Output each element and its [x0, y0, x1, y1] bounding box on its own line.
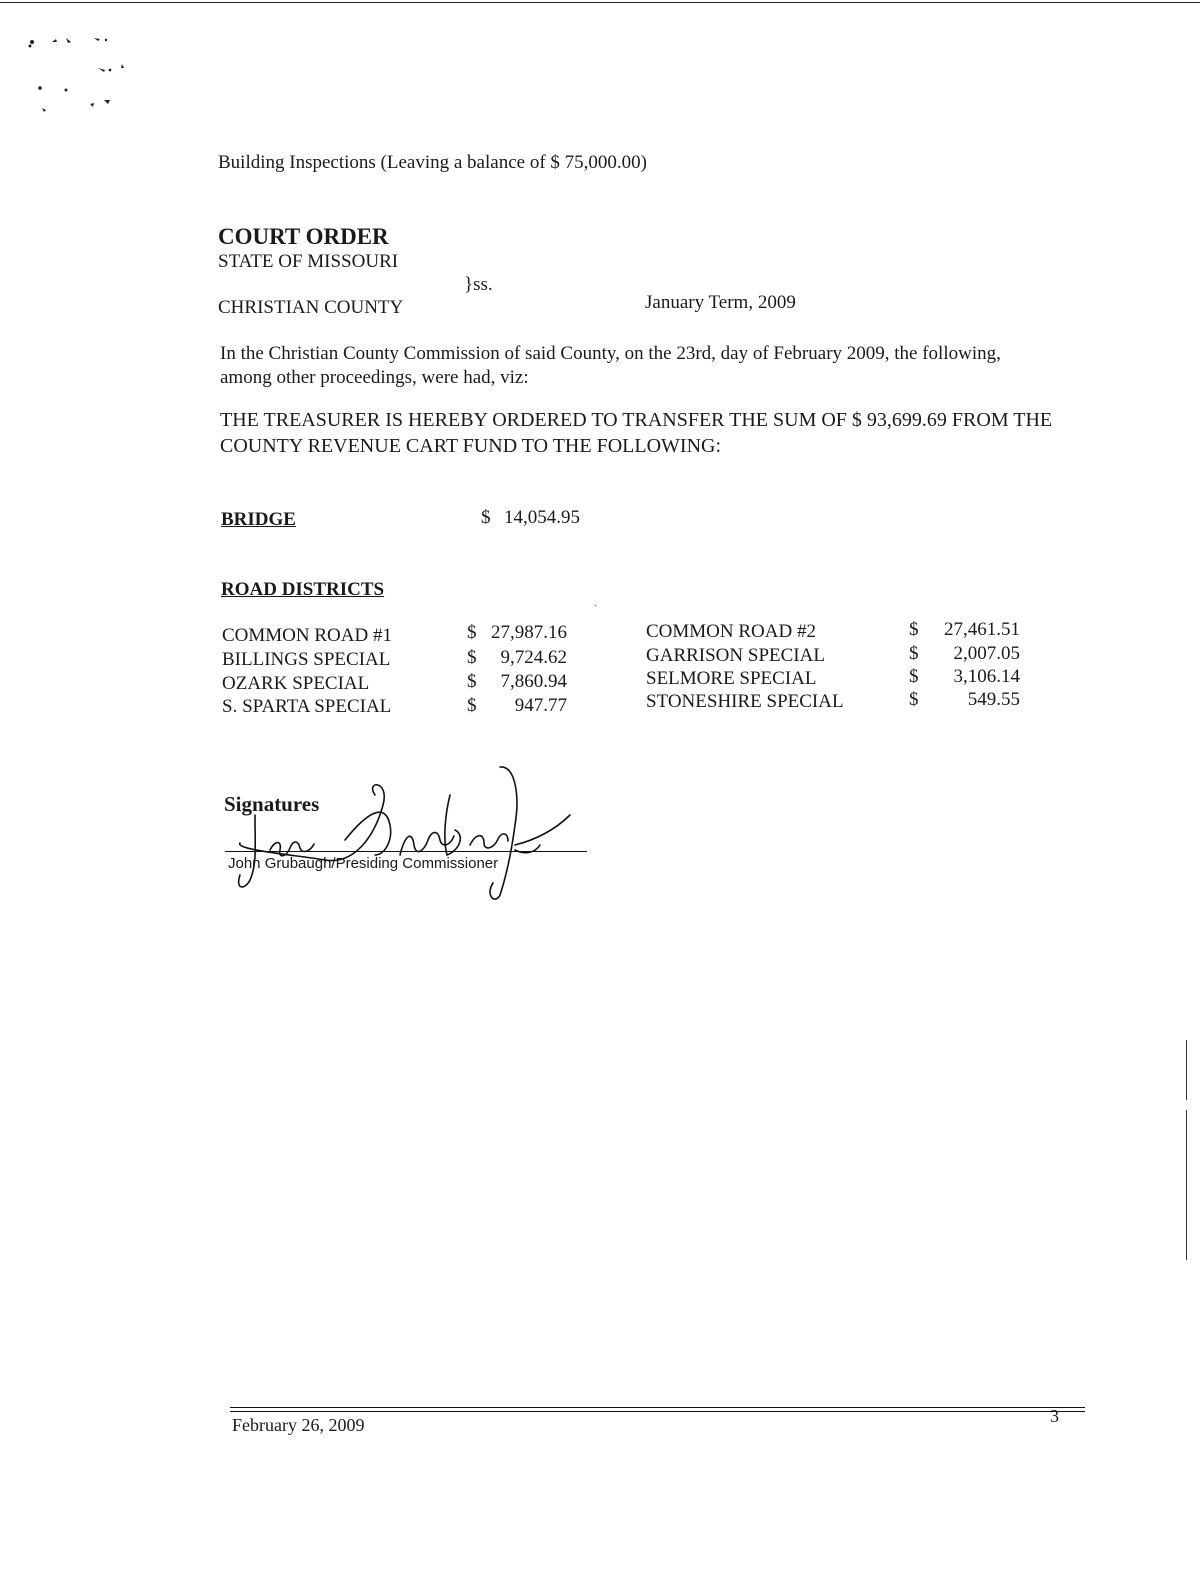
district-name: COMMON ROAD #2 — [646, 621, 816, 642]
court-order-title: COURT ORDER — [218, 224, 389, 249]
signer-caption: John Grubaugh/Presiding Commissioner — [228, 855, 499, 872]
state-line: STATE OF MISSOURI — [218, 251, 399, 272]
district-dollar-sign: $ — [467, 622, 477, 643]
transfer-text-line-1: THE TREASURER IS HEREBY ORDERED TO TRANSFER THE SUM OF $ 93,699.69 FROM THE — [220, 409, 1053, 431]
footer-date: February 26, 2009 — [232, 1415, 365, 1435]
intro-text-line-2: among other proceedings, were had, viz: — [220, 367, 529, 388]
term-line: January Term, 2009 — [645, 292, 796, 313]
district-amount: 7,860.94 — [500, 671, 567, 692]
district-amount: 549.55 — [967, 689, 1020, 710]
footer-rule — [230, 1411, 1085, 1412]
ss-bracket: }ss. — [464, 274, 493, 295]
district-amount: 3,106.14 — [953, 666, 1020, 687]
scan-specks — [22, 30, 142, 120]
handwritten-signature — [215, 755, 595, 900]
district-dollar-sign: $ — [909, 643, 919, 664]
district-amount: 27,987.16 — [491, 622, 567, 643]
footer-rule — [230, 1407, 1085, 1408]
district-name: BILLINGS SPECIAL — [222, 649, 391, 670]
district-dollar-sign: $ — [909, 689, 919, 710]
intro-text-line-1: In the Christian County Commission of said County, on the 23rd, day of February 2009, the following, — [220, 343, 1001, 364]
scan-edge-mark — [1186, 1040, 1187, 1100]
top-border-line — [0, 2, 1200, 3]
district-name: OZARK SPECIAL — [222, 673, 370, 694]
road-districts-heading: ROAD DISTRICTS — [221, 579, 385, 600]
county-line: CHRISTIAN COUNTY — [218, 297, 404, 318]
scan-edge-mark — [1186, 1110, 1187, 1260]
bridge-dollar-sign: $ — [481, 507, 491, 528]
district-name: COMMON ROAD #1 — [222, 625, 392, 646]
balance-line: Building Inspections (Leaving a balance of $ 75,000.00) — [218, 152, 647, 173]
district-name: SELMORE SPECIAL — [646, 668, 817, 689]
bridge-amount: 14,054.95 — [504, 507, 580, 528]
district-amount: 9,724.62 — [500, 647, 567, 668]
district-amount: 27,461.51 — [944, 619, 1020, 640]
district-dollar-sign: $ — [909, 619, 919, 640]
transfer-text-line-2: COUNTY REVENUE CART FUND TO THE FOLLOWING: — [220, 435, 722, 457]
district-dollar-sign: $ — [467, 647, 477, 668]
district-dollar-sign: $ — [467, 671, 477, 692]
bridge-label: BRIDGE — [221, 509, 296, 530]
district-name: STONESHIRE SPECIAL — [646, 691, 844, 712]
speck: ˏ — [594, 596, 598, 607]
district-name: S. SPARTA SPECIAL — [222, 696, 392, 717]
district-dollar-sign: $ — [467, 695, 477, 716]
page-number: 3 — [1050, 1406, 1059, 1426]
signatures-heading: Signatures — [224, 792, 320, 816]
district-amount: 2,007.05 — [953, 643, 1020, 664]
district-name: GARRISON SPECIAL — [646, 645, 825, 666]
district-dollar-sign: $ — [909, 666, 919, 687]
district-amount: 947.77 — [514, 695, 567, 716]
